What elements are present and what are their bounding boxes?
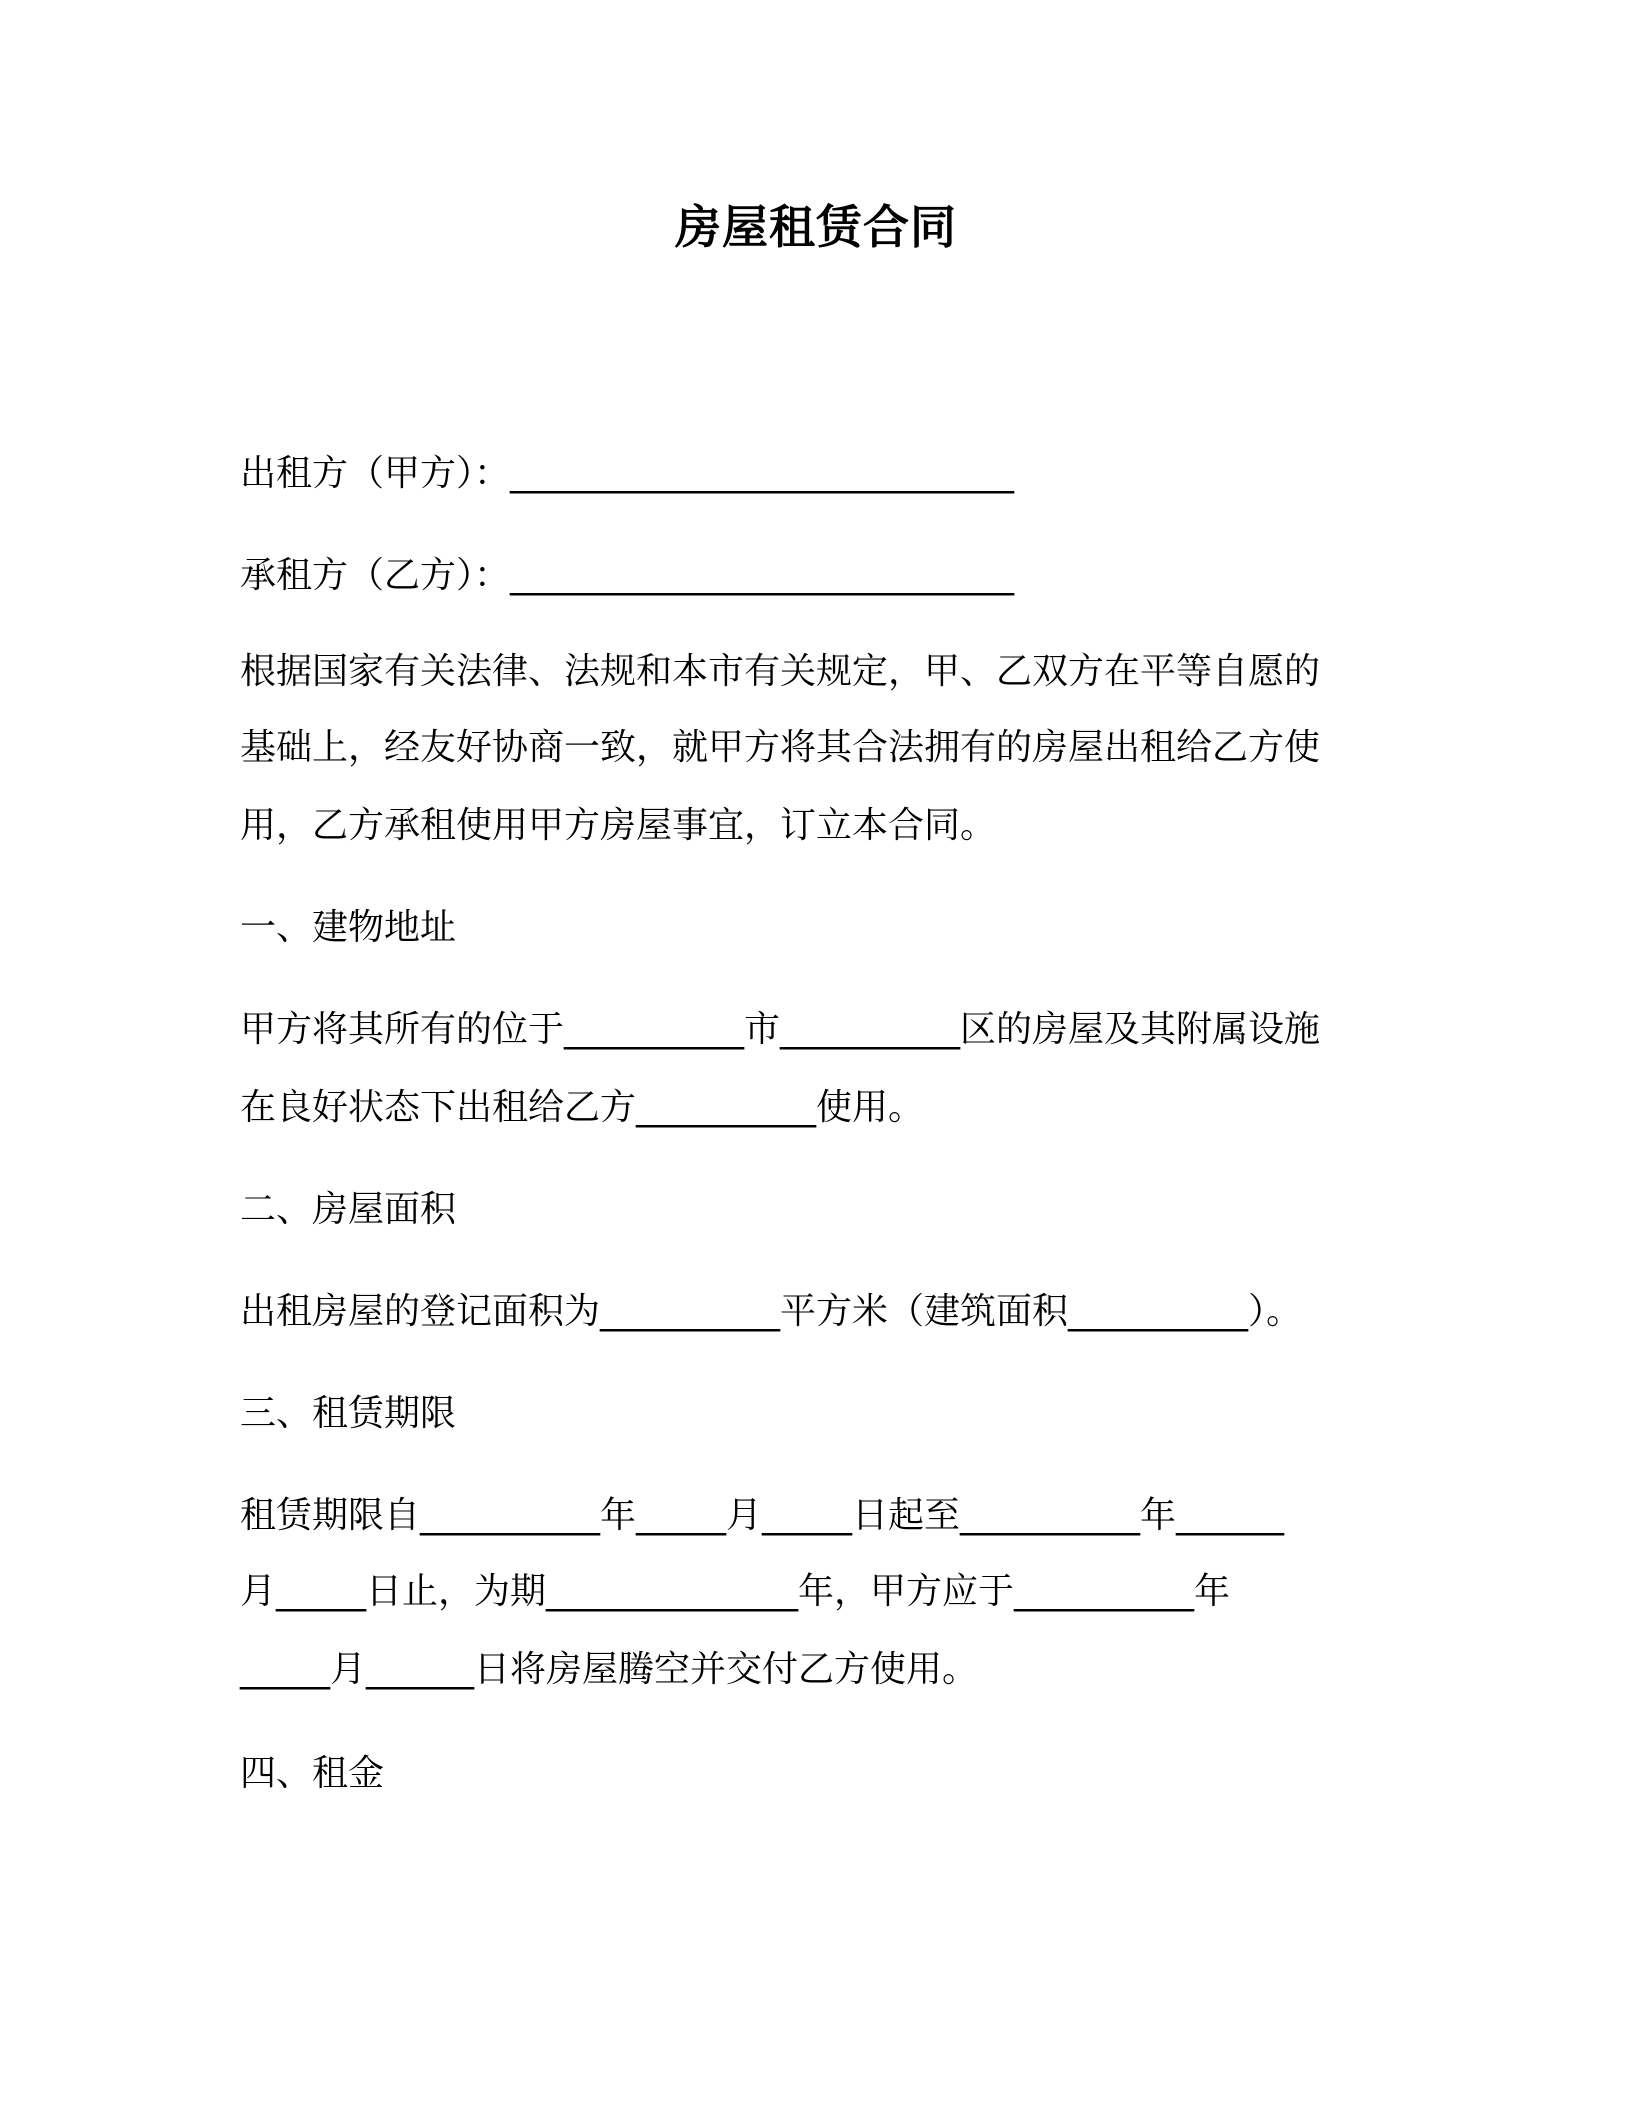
lessor-line: 出租方（甲方）：____________________________ [240, 453, 1015, 494]
section-heading-address: 一、建物地址 [240, 907, 457, 948]
lessee-line: 承租方（乙方）：____________________________ [240, 555, 1015, 596]
document-title: 房屋租赁合同 [675, 200, 957, 254]
address-line-1: 甲方将其所有的位于__________市__________区的房屋及其附属设施 [240, 1009, 1321, 1050]
term-line-2: 月_____日止，为期______________年，甲方应于__________年 [240, 1571, 1231, 1612]
preamble-line-2: 基础上，经友好协商一致，就甲方将其合法拥有的房屋出租给乙方使 [240, 727, 1321, 768]
term-line-1: 租赁期限自__________年_____月_____日起至__________年______ [240, 1495, 1285, 1536]
preamble-line-1: 根据国家有关法律、法规和本市有关规定，甲、乙双方在平等自愿的 [240, 651, 1321, 692]
preamble-line-3: 用，乙方承租使用甲方房屋事宜，订立本合同。 [240, 805, 997, 846]
section-heading-area: 二、房屋面积 [240, 1189, 457, 1230]
term-line-3: _____月______日将房屋腾空并交付乙方使用。 [240, 1649, 979, 1690]
section-heading-term: 三、租赁期限 [240, 1393, 457, 1434]
section-heading-rent: 四、租金 [240, 1753, 385, 1794]
address-line-2: 在良好状态下出租给乙方__________使用。 [240, 1087, 925, 1128]
area-line-1: 出租房屋的登记面积为__________平方米（建筑面积__________）。 [240, 1291, 1303, 1332]
